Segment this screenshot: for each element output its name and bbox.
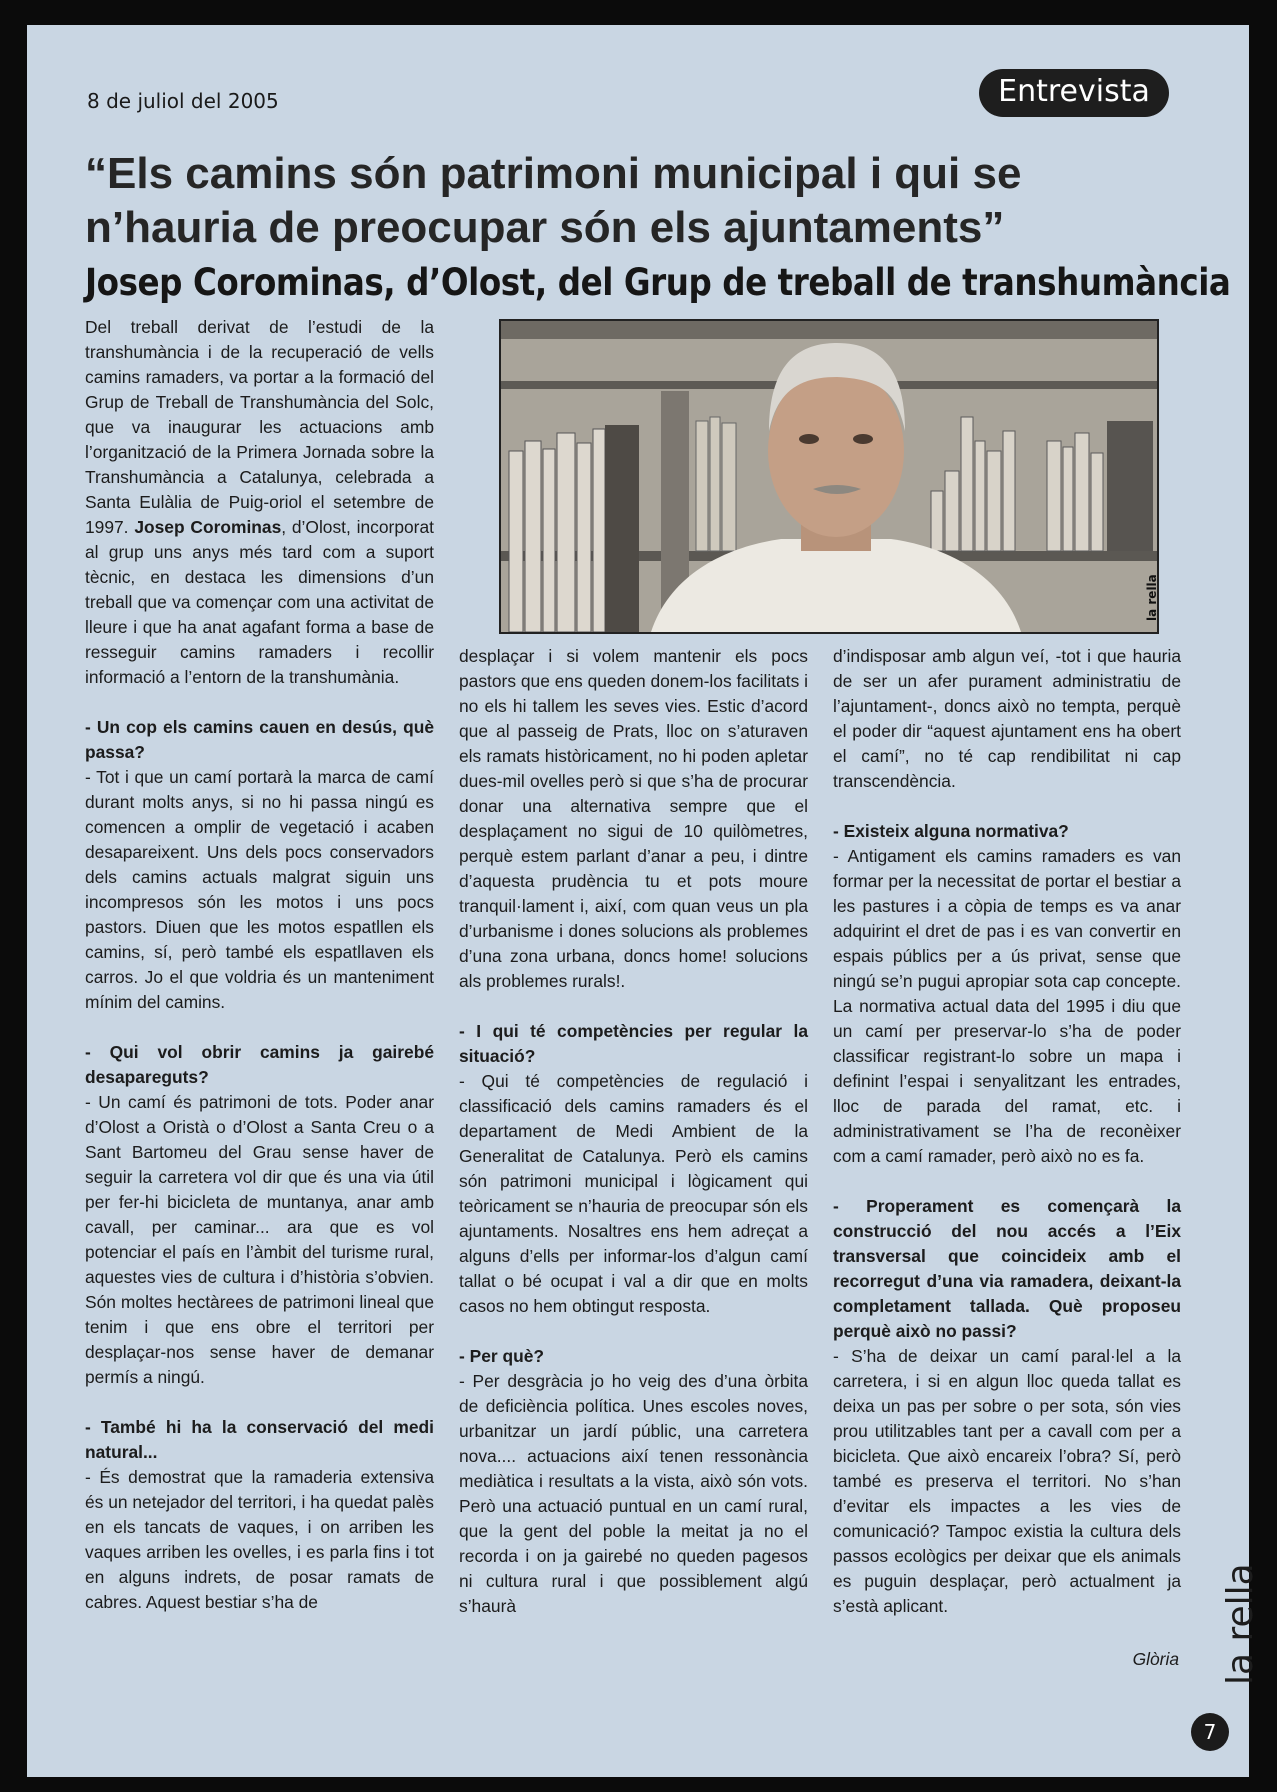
photo-credit: la rella xyxy=(1145,574,1159,621)
subhead: Josep Corominas, d’Olost, del Grup de treball de transhumància xyxy=(85,261,1231,304)
answer-continued: desplaçar i si volem mantenir els pocs pastors que ens queden donem-los facilitats i no els hi tallem les seves vies. Estic d’acord que al passeig de Prats, lloc on s’aturaven els ramats històricament, no hi poden apletar dues-mil ovelles però si que s’ha de procurar donar una alternativa sempre que el desplaçament no sigui de 10 quilòmetres, perquè estem parlant d’anar a peu, i dintre d’aquesta prudència tu et pots moure tranquil·lament i, així, com quan veus un pla d’urbanisme i dones solucions als problemes d’una zona urbana, doncs home! solucions als problemes rurals!. xyxy=(459,646,808,991)
author-signature: Glòria xyxy=(1132,1649,1179,1669)
headline: “Els camins són patrimoni municipal i qui se n’hauria de preocupar són els ajuntaments” xyxy=(85,149,1022,252)
question: - Qui vol obrir camins ja gairebé desapareguts? xyxy=(85,1042,434,1087)
answer: - Per desgràcia jo ho veig des d’una òrbita de deficiència política. Unes escoles noves, urbanitzar un jardí públic, una carretera nova.... actuacions així tenen ressonància mediàtica i resultats a la vista, això són vots. Però una actuació puntual en un camí rural, que la gent del poble la meitat ja no el recorda i on ja gairebé no queden pagesos ni cultura rural i que possiblement algú s’haurà xyxy=(459,1371,808,1616)
answer: - S’ha de deixar un camí paral·lel a la carretera, i si en algun lloc queda tallat es deixa un pas per sobre o per sota, són vies prou utilitzables tant per a cavall com per a bicicleta. Que això encareix l’obra? Sí, però també es preserva el territori. No s’han d’evitar els impactes a les vies de comunicació? Tampoc existia la cultura dels passos ecològics per deixar que els animals es puguin desplaçar, però actualment ja s’està aplicant. xyxy=(833,1346,1181,1616)
answer: - Un camí és patrimoni de tots. Poder anar d’Olost a Oristà o d’Olost a Santa Creu o a Sant Bartomeu del Grau sense haver de seguir la carretera vol dir que és una via útil per fer-hi bicicleta de muntanya, anar amb cavall, per caminar... ara que es vol potenciar el país en l’àmbit del turisme rural, aquestes vies de cultura i d’història s’obvien. Són moltes hectàrees de patrimoni lineal que tenim i que ens obre el territori per desplaçar-nos sense haver de demanar permís a ningú. xyxy=(85,1092,434,1387)
section-badge: Entrevista xyxy=(979,69,1169,117)
portrait-illustration xyxy=(501,321,1157,632)
interviewee-name: Josep Corominas xyxy=(134,517,282,537)
question: - I qui té competències per regular la situació? xyxy=(459,1021,808,1066)
question: - Properament es començarà la construcció del nou accés a l’Eix transversal que coincideix amb el recorregut d’una via ramadera, deixant-la completament tallada. Què proposeu perquè això no passi? xyxy=(833,1196,1181,1341)
interview-photo xyxy=(499,319,1159,634)
answer: - Tot i que un camí portarà la marca de camí durant molts anys, si no hi passa ningú es comencen a omplir de vegetació i acaben desapareixent. Uns dels pocs conservadors dels camins actuals malgrat siguin uns incompresos són les motos i uns pocs pastors. Diuen que les motos espatllen els camins, sí, però també els espatllaven els carros. Jo el que voldria és un manteniment mínim del camins. xyxy=(85,767,434,1012)
intro-text-continued: , d’Olost, incorporat al grup uns anys més tard com a suport tècnic, en destaca les dimensions d’un treball que va començar com una activitat de lleure i que ha anat agafant forma a base de resseguir camins ramaders i recollir informació a l’entorn de la transhumània. xyxy=(85,517,434,687)
newspaper-page xyxy=(27,25,1261,1777)
answer: - Qui té competències de regulació i classificació dels camins ramaders és el departament de Medi Ambient de la Generalitat de Catalunya. Però els camins són patrimoni municipal i lògicament qui teòricament se n’hauria de preocupar són els ajuntaments. Nosaltres ens hem adreçat a alguns d’ells per informar-los d’algun camí tallat o bé ocupat i val a dir que en molts casos no hem obtingut resposta. xyxy=(459,1071,808,1316)
page-number: 7 xyxy=(1191,1713,1229,1751)
intro-text: Del treball derivat de l’estudi de la transhumància i de la recuperació de vells camins ramaders, va portar a la formació del Grup de Treball de Transhumància del Solc, que va inaugurar les actuacions amb l’organització de la Primera Jornada sobre la Transhumància a Catalunya, celebrada a Santa Eulàlia de Puig-oriol el setembre de 1997. xyxy=(85,317,434,537)
issue-date: 8 de juliol del 2005 xyxy=(87,89,279,113)
intro-paragraph xyxy=(85,315,434,690)
article-column-1 xyxy=(85,315,434,1640)
answer: - Antigament els camins ramaders es van formar per la necessitat de portar el bestiar a les pastures i a còpia de temps es va anar adquirint el dret de pas i es van convertir en espais públics per a ús privat, sense que ningú se’n pugui apropiar sota cap concepte. La normativa actual data del 1995 i diu que un camí per preservar-lo s’ha de poder classificar registrant-lo sobre un mapa i definint l’espai i senyalitzant les entrades, lloc de parada del ramat, etc. i administrativament se l’ha de reconèixer com a camí ramader, però això no es fa. xyxy=(833,846,1181,1166)
question: - Un cop els camins cauen en desús, què passa? xyxy=(85,717,434,762)
publication-brand: la rella xyxy=(1220,1563,1261,1685)
article-column-3 xyxy=(833,644,1181,1644)
article-column-2 xyxy=(459,644,808,1644)
question: - Existeix alguna normativa? xyxy=(833,821,1069,841)
answer-continued: d’indisposar amb algun veí, -tot i que hauria de ser un afer purament administratiu de l’ajuntament-, doncs això no tempta, perquè el poder dir “aquest ajuntament ens ha obert el camí”, no té cap rendibilitat ni cap transcendència. xyxy=(833,646,1181,791)
question: - Per què? xyxy=(459,1346,545,1366)
answer: - És demostrat que la ramaderia extensiva és un netejador del territori, i ha quedat palès en els tancats de vaques, i on arriben les vaques arriben les ovelles, i es parla fins i tot en alguns indrets, de posar ramats de cabres. Aquest bestiar s’ha de xyxy=(85,1467,435,1612)
question: - També hi ha la conservació del medi natural... xyxy=(85,1417,434,1462)
